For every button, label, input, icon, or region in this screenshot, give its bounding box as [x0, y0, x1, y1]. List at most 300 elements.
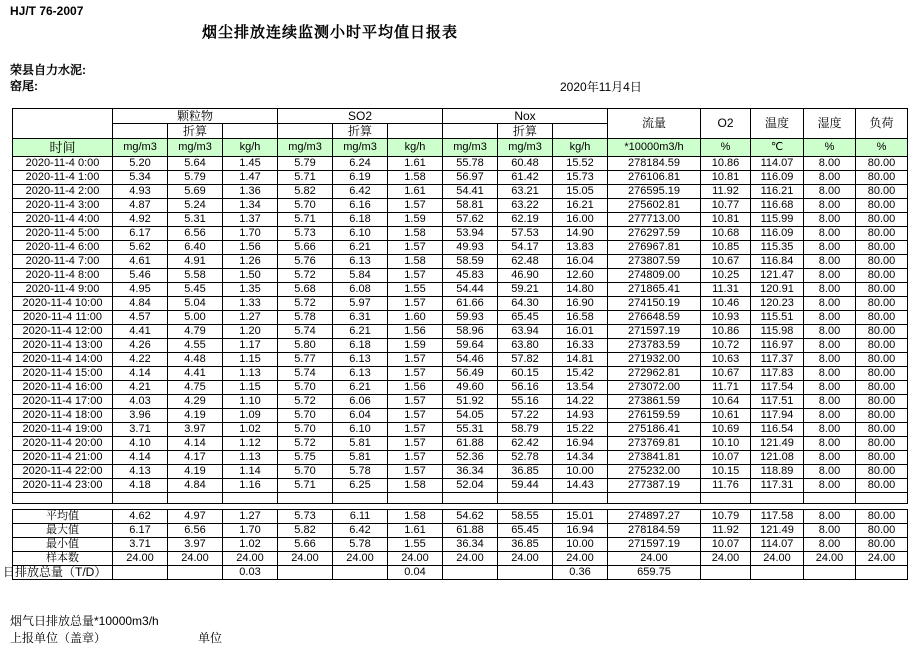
value-cell: 5.74	[278, 325, 333, 339]
time-cell: 2020-11-4 16:00	[13, 381, 113, 395]
value-cell: 80.00	[856, 381, 908, 395]
value-cell: 5.66	[278, 241, 333, 255]
summary-value-cell: 54.62	[443, 510, 498, 524]
value-cell: 58.59	[443, 255, 498, 269]
value-cell: 16.33	[553, 339, 608, 353]
blank-cell	[278, 124, 333, 139]
value-cell: 5.79	[278, 157, 333, 171]
summary-value-cell: 1.58	[388, 510, 443, 524]
value-cell: 4.14	[168, 437, 223, 451]
group-header-row	[13, 109, 908, 124]
value-cell: 5.62	[113, 241, 168, 255]
value-cell: 8.00	[804, 283, 856, 297]
value-cell: 1.13	[223, 451, 278, 465]
value-cell: 276106.81	[608, 171, 701, 185]
time-cell: 2020-11-4 10:00	[13, 297, 113, 311]
summary-value-cell: 117.58	[751, 510, 804, 524]
summary-value-cell: 24.00	[498, 552, 553, 566]
value-cell: 5.70	[278, 423, 333, 437]
value-cell: 80.00	[856, 437, 908, 451]
value-cell: 1.12	[223, 437, 278, 451]
value-cell: 8.00	[804, 255, 856, 269]
value-cell: 63.22	[498, 199, 553, 213]
summary-value-cell: 278184.59	[608, 524, 701, 538]
value-cell: 1.70	[223, 227, 278, 241]
summary-row	[13, 510, 908, 524]
table-row	[13, 199, 908, 213]
value-cell: 1.34	[223, 199, 278, 213]
value-cell: 5.73	[278, 227, 333, 241]
value-cell: 5.72	[278, 269, 333, 283]
summary-value-cell: 61.88	[443, 524, 498, 538]
value-cell: 1.20	[223, 325, 278, 339]
summary-value-cell	[168, 566, 223, 580]
value-cell: 273783.59	[608, 339, 701, 353]
value-cell: 10.68	[701, 227, 751, 241]
value-cell: 56.97	[443, 171, 498, 185]
unit-mg: mg/m3	[168, 139, 223, 157]
value-cell: 57.53	[498, 227, 553, 241]
value-cell: 8.00	[804, 269, 856, 283]
table-row	[13, 409, 908, 423]
value-cell: 14.34	[553, 451, 608, 465]
summary-value-cell	[804, 566, 856, 580]
time-cell: 2020-11-4 23:00	[13, 479, 113, 493]
value-cell: 8.00	[804, 213, 856, 227]
value-cell: 116.84	[751, 255, 804, 269]
table-row	[13, 423, 908, 437]
value-cell: 11.76	[701, 479, 751, 493]
doc-code: HJ/T 76-2007	[10, 4, 84, 18]
value-cell: 64.30	[498, 297, 553, 311]
value-cell: 278184.59	[608, 157, 701, 171]
value-cell: 277713.00	[608, 213, 701, 227]
company-name: 荣县自力水泥:	[10, 63, 86, 77]
table-row	[13, 437, 908, 451]
value-cell: 1.58	[388, 227, 443, 241]
value-cell: 10.63	[701, 353, 751, 367]
summary-value-cell: 6.42	[333, 524, 388, 538]
value-cell: 59.21	[498, 283, 553, 297]
table-row	[13, 213, 908, 227]
value-cell: 62.42	[498, 437, 553, 451]
table-row	[13, 283, 908, 297]
value-cell: 6.04	[333, 409, 388, 423]
value-cell: 1.57	[388, 297, 443, 311]
blank-cell	[113, 124, 168, 139]
value-cell: 8.00	[804, 409, 856, 423]
value-cell: 1.15	[223, 381, 278, 395]
unit-flow: *10000m3/h	[608, 139, 701, 157]
summary-value-cell: 24.00	[278, 552, 333, 566]
value-cell: 4.87	[113, 199, 168, 213]
value-cell: 1.35	[223, 283, 278, 297]
value-cell: 13.54	[553, 381, 608, 395]
value-cell: 6.13	[333, 367, 388, 381]
value-cell: 4.22	[113, 353, 168, 367]
table-row	[13, 479, 908, 493]
summary-value-cell: 1.70	[223, 524, 278, 538]
value-cell: 4.21	[113, 381, 168, 395]
value-cell: 14.43	[553, 479, 608, 493]
summary-value-cell: 15.01	[553, 510, 608, 524]
time-cell: 2020-11-4 2:00	[13, 185, 113, 199]
value-cell: 8.00	[804, 381, 856, 395]
value-cell: 5.24	[168, 199, 223, 213]
summary-value-cell: 5.66	[278, 538, 333, 552]
summary-row	[13, 538, 908, 552]
value-cell: 4.91	[168, 255, 223, 269]
data-rows	[13, 157, 908, 493]
value-cell: 15.52	[553, 157, 608, 171]
value-cell: 1.56	[223, 241, 278, 255]
value-cell: 49.60	[443, 381, 498, 395]
value-cell: 10.15	[701, 465, 751, 479]
time-cell: 2020-11-4 11:00	[13, 311, 113, 325]
value-cell: 80.00	[856, 185, 908, 199]
value-cell: 5.84	[333, 269, 388, 283]
unit-mg: mg/m3	[443, 139, 498, 157]
value-cell: 80.00	[856, 157, 908, 171]
value-cell: 5.79	[168, 171, 223, 185]
value-cell: 10.69	[701, 423, 751, 437]
flue-gas-total-note: 烟气日排放总量*10000m3/h	[10, 614, 159, 628]
value-cell: 1.57	[388, 437, 443, 451]
table-row	[13, 367, 908, 381]
value-cell: 80.00	[856, 269, 908, 283]
value-cell: 116.97	[751, 339, 804, 353]
value-cell: 59.93	[443, 311, 498, 325]
time-cell: 2020-11-4 19:00	[13, 423, 113, 437]
value-cell: 8.00	[804, 353, 856, 367]
value-cell: 115.51	[751, 311, 804, 325]
value-cell: 6.56	[168, 227, 223, 241]
value-cell: 5.77	[278, 353, 333, 367]
table-row	[13, 465, 908, 479]
value-cell: 121.49	[751, 437, 804, 451]
converted-label: 折算	[168, 124, 223, 139]
value-cell: 8.00	[804, 479, 856, 493]
time-header-spacer	[13, 109, 113, 139]
value-cell: 10.85	[701, 241, 751, 255]
value-cell: 4.84	[113, 297, 168, 311]
value-cell: 54.17	[498, 241, 553, 255]
value-cell: 60.48	[498, 157, 553, 171]
value-cell: 80.00	[856, 409, 908, 423]
value-cell: 63.80	[498, 339, 553, 353]
summary-value-cell: 24.00	[751, 552, 804, 566]
value-cell: 10.61	[701, 409, 751, 423]
value-cell: 45.83	[443, 269, 498, 283]
summary-value-cell: 24.00	[856, 552, 908, 566]
summary-value-cell: 65.45	[498, 524, 553, 538]
value-cell: 14.80	[553, 283, 608, 297]
value-cell: 273807.59	[608, 255, 701, 269]
summary-value-cell: 58.55	[498, 510, 553, 524]
value-cell: 115.99	[751, 213, 804, 227]
value-cell: 1.10	[223, 395, 278, 409]
value-cell: 49.93	[443, 241, 498, 255]
value-cell: 1.61	[388, 185, 443, 199]
group-load: 负荷	[856, 109, 908, 139]
value-cell: 4.29	[168, 395, 223, 409]
value-cell: 5.64	[168, 157, 223, 171]
time-cell: 2020-11-4 12:00	[13, 325, 113, 339]
value-cell: 6.13	[333, 353, 388, 367]
time-cell: 2020-11-4 21:00	[13, 451, 113, 465]
time-cell: 2020-11-4 4:00	[13, 213, 113, 227]
summary-value-cell: 0.04	[388, 566, 443, 580]
summary-value-cell: 0.03	[223, 566, 278, 580]
value-cell: 80.00	[856, 297, 908, 311]
value-cell: 5.80	[278, 339, 333, 353]
value-cell: 8.00	[804, 395, 856, 409]
value-cell: 15.22	[553, 423, 608, 437]
value-cell: 116.21	[751, 185, 804, 199]
value-cell: 4.41	[113, 325, 168, 339]
value-cell: 5.70	[278, 199, 333, 213]
value-cell: 1.26	[223, 255, 278, 269]
value-cell: 117.51	[751, 395, 804, 409]
value-cell: 120.91	[751, 283, 804, 297]
value-cell: 118.89	[751, 465, 804, 479]
value-cell: 4.19	[168, 409, 223, 423]
value-cell: 1.57	[388, 269, 443, 283]
value-cell: 117.54	[751, 381, 804, 395]
value-cell: 10.86	[701, 157, 751, 171]
table-row	[13, 353, 908, 367]
value-cell: 4.14	[113, 451, 168, 465]
table-row	[13, 297, 908, 311]
summary-value-cell: 1.27	[223, 510, 278, 524]
value-cell: 1.16	[223, 479, 278, 493]
table-row	[13, 255, 908, 269]
value-cell: 1.56	[388, 381, 443, 395]
blank-cell	[388, 124, 443, 139]
value-cell: 117.31	[751, 479, 804, 493]
value-cell: 36.34	[443, 465, 498, 479]
value-cell: 46.90	[498, 269, 553, 283]
value-cell: 8.00	[804, 339, 856, 353]
unit-mg: mg/m3	[333, 139, 388, 157]
value-cell: 56.16	[498, 381, 553, 395]
table-row	[13, 325, 908, 339]
summary-value-cell: 1.61	[388, 524, 443, 538]
value-cell: 115.98	[751, 325, 804, 339]
value-cell: 54.46	[443, 353, 498, 367]
value-cell: 5.46	[113, 269, 168, 283]
value-cell: 117.83	[751, 367, 804, 381]
value-cell: 8.00	[804, 185, 856, 199]
value-cell: 1.37	[223, 213, 278, 227]
group-particulate: 颗粒物	[113, 109, 278, 124]
value-cell: 1.57	[388, 241, 443, 255]
summary-rows	[3, 510, 908, 580]
time-cell: 2020-11-4 9:00	[13, 283, 113, 297]
value-cell: 3.71	[113, 423, 168, 437]
summary-value-cell: 8.00	[804, 538, 856, 552]
value-cell: 63.21	[498, 185, 553, 199]
value-cell: 1.59	[388, 339, 443, 353]
unit-kgh: kg/h	[388, 139, 443, 157]
value-cell: 276159.59	[608, 409, 701, 423]
value-cell: 275602.81	[608, 199, 701, 213]
value-cell: 1.17	[223, 339, 278, 353]
time-cell: 2020-11-4 22:00	[13, 465, 113, 479]
summary-value-cell: 24.00	[113, 552, 168, 566]
value-cell: 273861.59	[608, 395, 701, 409]
value-cell: 80.00	[856, 339, 908, 353]
value-cell: 10.67	[701, 255, 751, 269]
converted-label: 折算	[333, 124, 388, 139]
value-cell: 4.48	[168, 353, 223, 367]
unit-percent: %	[804, 139, 856, 157]
summary-value-cell: 24.00	[223, 552, 278, 566]
time-cell: 2020-11-4 6:00	[13, 241, 113, 255]
summary-value-cell: 274897.27	[608, 510, 701, 524]
summary-value-cell: 36.34	[443, 538, 498, 552]
value-cell: 6.40	[168, 241, 223, 255]
value-cell: 6.13	[333, 255, 388, 269]
summary-value-cell: 11.92	[701, 524, 751, 538]
table-row	[13, 241, 908, 255]
summary-value-cell: 24.00	[443, 552, 498, 566]
value-cell: 8.00	[804, 241, 856, 255]
time-cell: 2020-11-4 18:00	[13, 409, 113, 423]
value-cell: 5.75	[278, 451, 333, 465]
value-cell: 36.85	[498, 465, 553, 479]
value-cell: 54.44	[443, 283, 498, 297]
value-cell: 116.68	[751, 199, 804, 213]
value-cell: 3.96	[113, 409, 168, 423]
value-cell: 57.82	[498, 353, 553, 367]
time-cell: 2020-11-4 3:00	[13, 199, 113, 213]
value-cell: 8.00	[804, 297, 856, 311]
value-cell: 6.21	[333, 325, 388, 339]
value-cell: 13.83	[553, 241, 608, 255]
value-cell: 1.14	[223, 465, 278, 479]
summary-label: 样本数	[13, 552, 113, 566]
summary-value-cell: 8.00	[804, 510, 856, 524]
value-cell: 52.04	[443, 479, 498, 493]
value-cell: 80.00	[856, 213, 908, 227]
value-cell: 16.04	[553, 255, 608, 269]
summary-row	[13, 566, 908, 580]
value-cell: 5.78	[278, 311, 333, 325]
report-date: 2020年11月4日	[560, 80, 642, 94]
value-cell: 1.61	[388, 157, 443, 171]
value-cell: 11.92	[701, 185, 751, 199]
value-cell: 271865.41	[608, 283, 701, 297]
value-cell: 80.00	[856, 395, 908, 409]
blank-cell	[223, 124, 278, 139]
value-cell: 5.72	[278, 437, 333, 451]
value-cell: 5.78	[333, 465, 388, 479]
summary-value-cell: 271597.19	[608, 538, 701, 552]
value-cell: 60.15	[498, 367, 553, 381]
value-cell: 273072.00	[608, 381, 701, 395]
value-cell: 6.17	[113, 227, 168, 241]
time-cell: 2020-11-4 1:00	[13, 171, 113, 185]
value-cell: 117.94	[751, 409, 804, 423]
value-cell: 271597.19	[608, 325, 701, 339]
value-cell: 16.90	[553, 297, 608, 311]
value-cell: 10.10	[701, 437, 751, 451]
summary-value-cell: 36.85	[498, 538, 553, 552]
value-cell: 8.00	[804, 423, 856, 437]
summary-value-cell: 114.07	[751, 538, 804, 552]
value-cell: 5.72	[278, 297, 333, 311]
station-name: 窑尾:	[10, 79, 38, 93]
group-flow: 流量	[608, 109, 701, 139]
value-cell: 4.55	[168, 339, 223, 353]
summary-value-cell: 3.71	[113, 538, 168, 552]
value-cell: 14.93	[553, 409, 608, 423]
empty-row	[13, 493, 908, 504]
value-cell: 5.00	[168, 311, 223, 325]
value-cell: 6.06	[333, 395, 388, 409]
value-cell: 54.05	[443, 409, 498, 423]
value-cell: 10.00	[553, 465, 608, 479]
value-cell: 10.46	[701, 297, 751, 311]
value-cell: 62.19	[498, 213, 553, 227]
report-unit-label: 上报单位（盖章）	[10, 631, 107, 645]
time-cell: 2020-11-4 5:00	[13, 227, 113, 241]
value-cell: 80.00	[856, 283, 908, 297]
value-cell: 55.16	[498, 395, 553, 409]
value-cell: 1.60	[388, 311, 443, 325]
value-cell: 80.00	[856, 353, 908, 367]
value-cell: 10.86	[701, 325, 751, 339]
value-cell: 57.62	[443, 213, 498, 227]
value-cell: 5.70	[278, 409, 333, 423]
unit-mg: mg/m3	[278, 139, 333, 157]
value-cell: 6.21	[333, 241, 388, 255]
value-cell: 16.58	[553, 311, 608, 325]
value-cell: 1.58	[388, 479, 443, 493]
group-nox: Nox	[443, 109, 608, 124]
value-cell: 8.00	[804, 325, 856, 339]
value-cell: 8.00	[804, 311, 856, 325]
value-cell: 80.00	[856, 423, 908, 437]
value-cell: 5.71	[278, 213, 333, 227]
value-cell: 6.24	[333, 157, 388, 171]
value-cell: 80.00	[856, 227, 908, 241]
value-cell: 15.05	[553, 185, 608, 199]
table-row	[13, 381, 908, 395]
summary-value-cell: 5.78	[333, 538, 388, 552]
summary-value-cell	[278, 566, 333, 580]
value-cell: 121.08	[751, 451, 804, 465]
summary-value-cell	[856, 566, 908, 580]
value-cell: 1.57	[388, 423, 443, 437]
value-cell: 6.42	[333, 185, 388, 199]
summary-value-cell: 24.00	[804, 552, 856, 566]
value-cell: 4.93	[113, 185, 168, 199]
value-cell: 4.10	[113, 437, 168, 451]
time-cell: 2020-11-4 0:00	[13, 157, 113, 171]
value-cell: 8.00	[804, 171, 856, 185]
summary-label: 日排放总量（T/D）	[13, 566, 113, 580]
summary-value-cell: 10.00	[553, 538, 608, 552]
group-humidity: 湿度	[804, 109, 856, 139]
summary-label: 平均值	[13, 510, 113, 524]
summary-value-cell: 659.75	[608, 566, 701, 580]
summary-value-cell: 24.00	[388, 552, 443, 566]
summary-value-cell	[443, 566, 498, 580]
summary-value-cell: 1.55	[388, 538, 443, 552]
summary-value-cell: 80.00	[856, 524, 908, 538]
